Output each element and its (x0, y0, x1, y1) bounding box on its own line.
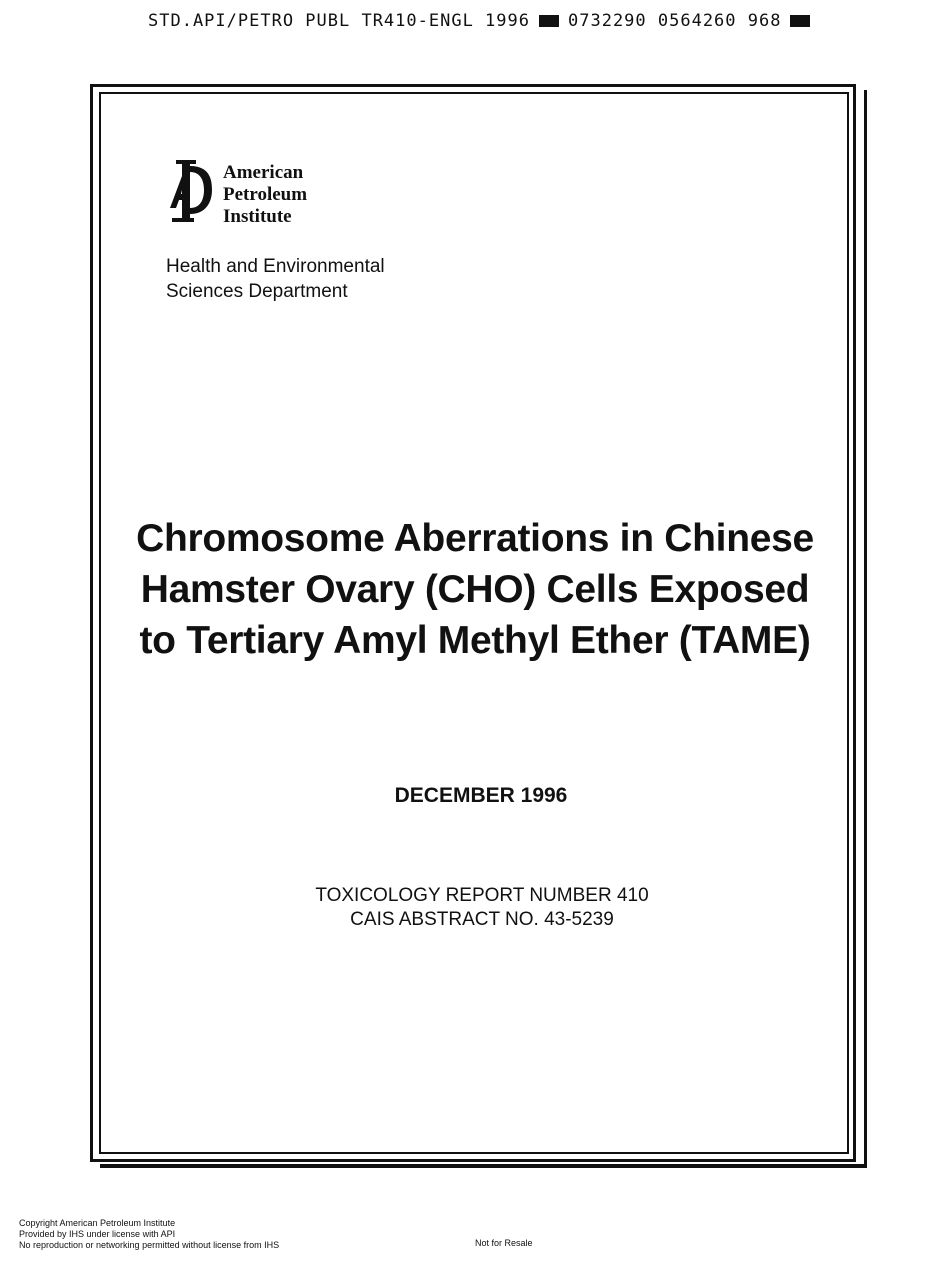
organization-name-line: Petroleum (223, 184, 308, 205)
footer-line: Provided by IHS under license with API (19, 1229, 176, 1239)
publication-date: DECEMBER 1996 (394, 784, 568, 807)
report-info (250, 884, 714, 932)
cais-abstract-number: CAIS ABSTRACT NO. 43-5239 (350, 909, 614, 930)
redaction-block (539, 15, 559, 27)
page-border-shadow-right (864, 90, 867, 1168)
organization-name (223, 162, 307, 228)
document-serial-text: 0732290 0564260 968 (568, 11, 782, 31)
title-line: Hamster Ovary (CHO) Cells Exposed (140, 568, 810, 611)
document-id-header (148, 11, 819, 31)
department-name (166, 254, 385, 304)
report-number: TOXICOLOGY REPORT NUMBER 410 (315, 885, 649, 906)
page-border-shadow-bottom (100, 1164, 867, 1168)
copyright-footer (19, 1218, 279, 1251)
api-logo-icon (166, 158, 214, 224)
organization-name-line: American (223, 162, 304, 183)
footer-line: No reproduction or networking permitted without license from IHS (19, 1240, 280, 1250)
title-line: to Tertiary Amyl Methyl Ether (TAME) (139, 619, 811, 662)
document-id-text: STD.API/PETRO PUBL TR410-ENGL 1996 (148, 11, 530, 31)
not-for-resale-notice: Not for Resale (475, 1238, 533, 1248)
organization-name-line: Institute (223, 206, 292, 227)
title-line: Chromosome Aberrations in Chinese (136, 517, 814, 560)
redaction-block (790, 15, 810, 27)
department-line: Sciences Department (166, 281, 348, 302)
footer-line: Copyright American Petroleum Institute (19, 1218, 176, 1228)
department-line: Health and Environmental (166, 256, 385, 277)
document-title (100, 513, 850, 666)
